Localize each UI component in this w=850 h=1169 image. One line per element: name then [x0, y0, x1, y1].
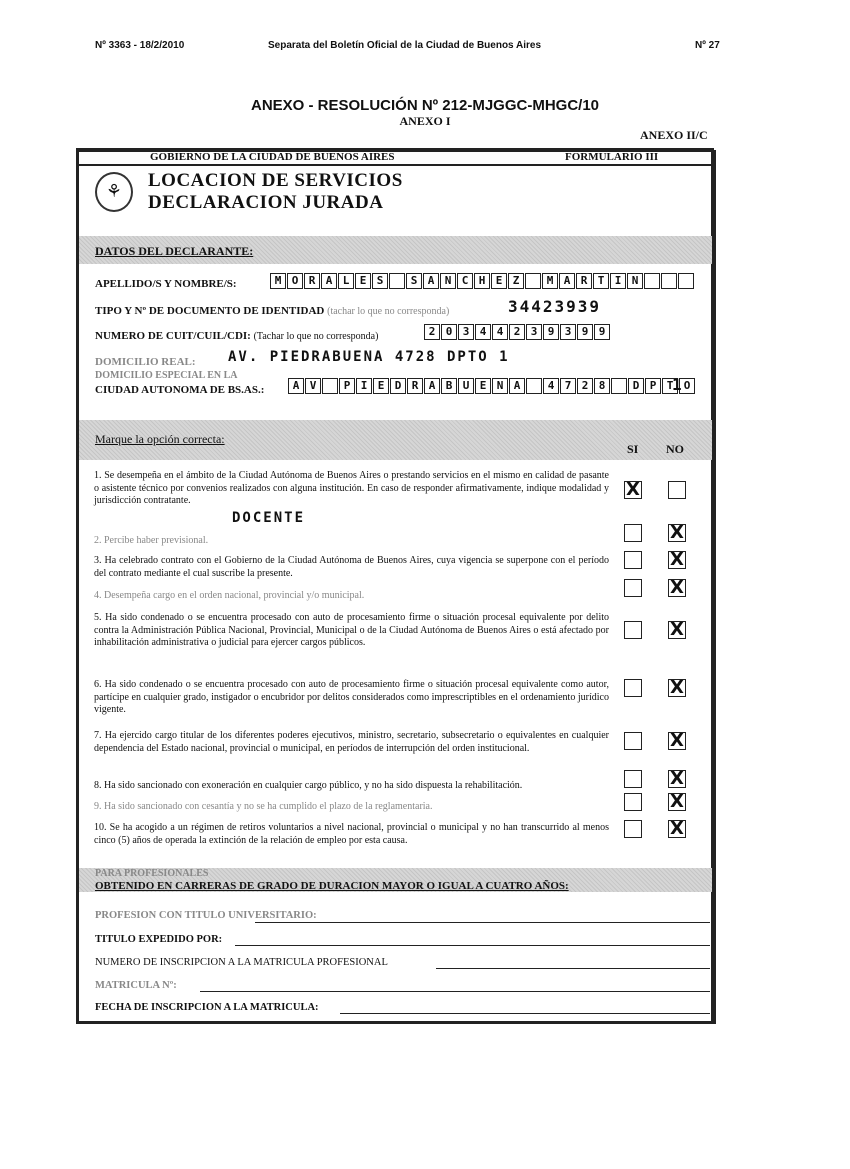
- q3-yes-checkbox[interactable]: [624, 551, 642, 569]
- issue-number: Nº 3363 - 18/2/2010: [95, 40, 185, 51]
- registration-number-input[interactable]: [436, 968, 710, 969]
- legal-address-label-2: CIUDAD AUTONOMA DE BS.AS.:: [95, 384, 265, 396]
- city-seal-icon: ⚘: [95, 172, 133, 212]
- name-char-box: [389, 273, 405, 289]
- legal-address-char-box: B: [441, 378, 457, 394]
- name-char-box: [525, 273, 541, 289]
- q3-no-checkbox[interactable]: X: [668, 551, 686, 569]
- cuit-char-box: 9: [543, 324, 559, 340]
- name-char-box: O: [287, 273, 303, 289]
- annex-resolution-title: ANEXO - RESOLUCIÓN Nº 212-MJGGC-MHGC/10: [250, 97, 600, 114]
- cuit-char-box: 2: [509, 324, 525, 340]
- publication-title: Separata del Boletín Oficial de la Ciudad de Buenos Aires: [268, 40, 542, 51]
- question-5: 5. Ha sido condenado o se encuentra procesado con auto de procesamiento firme o situación procesal equivalente por delito contra la Administración Pública Nacional, Provincial, Municipal o de la Ciudad Autónoma de Buenos Aires o está afectado por inhabilitación administrativa o judicial para ejercer cargos públicos.: [94, 612, 609, 648]
- q1-yes-checkbox[interactable]: X: [624, 481, 642, 499]
- name-char-box: E: [491, 273, 507, 289]
- document-number[interactable]: 34423939: [508, 297, 602, 316]
- q4-yes-checkbox[interactable]: [624, 579, 642, 597]
- form-title-line2: DECLARACION JURADA: [148, 192, 384, 213]
- cuit-char-box: 9: [594, 324, 610, 340]
- legal-address-char-box: A: [509, 378, 525, 394]
- name-char-box: H: [474, 273, 490, 289]
- q6-yes-checkbox[interactable]: [624, 679, 642, 697]
- form-id: FORMULARIO III: [565, 151, 659, 163]
- q5-no-checkbox[interactable]: X: [668, 621, 686, 639]
- legal-address-char-box: A: [424, 378, 440, 394]
- legal-address-char-box: R: [407, 378, 423, 394]
- cuit-char-box: 2: [424, 324, 440, 340]
- legal-address-char-box: [526, 378, 542, 394]
- page-number: Nº 27: [695, 40, 720, 51]
- cuit-char-box: 0: [441, 324, 457, 340]
- legal-address-char-box: V: [305, 378, 321, 394]
- license-number-label: MATRICULA Nº:: [95, 980, 177, 991]
- legal-address-char-box: T: [662, 378, 678, 394]
- no-column-label: NO: [666, 442, 684, 456]
- declarant-section-title: DATOS DEL DECLARANTE:: [95, 244, 254, 258]
- cuit-boxes[interactable]: [424, 324, 611, 340]
- registration-date-label: FECHA DE INSCRIPCION A LA MATRICULA:: [95, 1002, 319, 1013]
- cuit-label-text: NUMERO DE CUIT/CUIL/CDI:: [95, 330, 251, 342]
- q5-yes-checkbox[interactable]: [624, 621, 642, 639]
- q7-no-checkbox[interactable]: X: [668, 732, 686, 750]
- question-7: 7. Ha ejercido cargo titular de los diferentes poderes ejecutivos, ministro, secretario, subsecretario o equivalentes en cualquier dependencia del Estado nacional, provincial o municipal, en períodos de interrupción del orden institucional.: [94, 730, 609, 754]
- legal-address-char-box: E: [373, 378, 389, 394]
- q1-no-checkbox[interactable]: [668, 481, 686, 499]
- q4-no-checkbox[interactable]: X: [668, 579, 686, 597]
- name-char-box: N: [627, 273, 643, 289]
- form-title-line1: LOCACION DE SERVICIOS: [148, 170, 403, 191]
- legal-address-char-box: D: [628, 378, 644, 394]
- name-boxes[interactable]: [270, 273, 695, 289]
- title-issued-by-input[interactable]: [235, 945, 710, 946]
- q8-no-checkbox[interactable]: X: [668, 770, 686, 788]
- legal-address-char-box: O: [679, 378, 695, 394]
- legal-address-char-box: D: [390, 378, 406, 394]
- name-char-box: S: [372, 273, 388, 289]
- cuit-char-box: 3: [526, 324, 542, 340]
- title-issued-by-label: TITULO EXPEDIDO POR:: [95, 934, 223, 945]
- professionals-line2: OBTENIDO EN CARRERAS DE GRADO DE DURACION MAYOR O IGUAL A CUATRO AÑOS:: [95, 880, 569, 892]
- registration-number-label: NUMERO DE INSCRIPCION A LA MATRICULA PROFESIONAL: [95, 957, 388, 968]
- cuit-char-box: 3: [458, 324, 474, 340]
- name-char-box: A: [423, 273, 439, 289]
- annex-i-title: ANEXO I: [399, 114, 451, 128]
- legal-address-char-box: N: [492, 378, 508, 394]
- legal-address-label-1: DOMICILIO ESPECIAL EN LA: [95, 370, 238, 381]
- question-6: 6. Ha sido condenado o se encuentra procesado con auto de procesamiento firme o situación procesal equivalente como autor, partícipe en cualquier grado, instigador o encubridor por delitos considerados como imprescriptibles en el ordenamiento jurídico vigente.: [94, 679, 609, 715]
- cuit-hint: (Tachar lo que no corresponda): [253, 331, 379, 342]
- cuit-char-box: 4: [475, 324, 491, 340]
- legal-address-char-box: 4: [543, 378, 559, 394]
- document-label-text: TIPO Y Nº DE DOCUMENTO DE IDENTIDAD: [95, 305, 325, 317]
- legal-address-suffix: 1: [672, 375, 684, 394]
- license-number-input[interactable]: [200, 991, 710, 992]
- address-label: DOMICILIO REAL:: [95, 356, 196, 368]
- q10-no-checkbox[interactable]: X: [668, 820, 686, 838]
- divider: [78, 164, 712, 166]
- question-8: 8. Ha sido sancionado con exoneración en cualquier cargo público, y no ha sido dispuesta la rehabilitación.: [94, 780, 523, 791]
- name-char-box: C: [457, 273, 473, 289]
- name-char-box: [678, 273, 694, 289]
- name-char-box: T: [593, 273, 609, 289]
- form-right-border: [712, 150, 716, 1024]
- legal-address-char-box: 7: [560, 378, 576, 394]
- legal-address-char-box: 8: [594, 378, 610, 394]
- cuit-char-box: 4: [492, 324, 508, 340]
- q9-no-checkbox[interactable]: X: [668, 793, 686, 811]
- registration-date-input[interactable]: [340, 1013, 710, 1014]
- question-3: 3. Ha celebrado contrato con el Gobierno de la Ciudad Autónoma de Buenos Aires, cuya vigencia se superpone con el período del contrato mediante el cual suscribe la presente.: [94, 555, 609, 579]
- government-name: GOBIERNO DE LA CIUDAD DE BUENOS AIRES: [150, 151, 395, 163]
- address-handwritten[interactable]: AV. PIEDRABUENA 4728 DPTO 1: [228, 349, 510, 365]
- q7-yes-checkbox[interactable]: [624, 732, 642, 750]
- name-char-box: I: [610, 273, 626, 289]
- legal-address-char-box: E: [475, 378, 491, 394]
- profession-label: PROFESION CON TITULO UNIVERSITARIO:: [95, 910, 317, 921]
- cuit-label: [95, 330, 378, 342]
- q8-yes-checkbox[interactable]: [624, 770, 642, 788]
- question-10: 10. Se ha acogido a un régimen de retiros voluntarios a nivel nacional, provincial o municipal y no han transcurrido al menos cinco (5) años de operada la extinción de la relación de empleo por esta causa.: [94, 822, 609, 846]
- q2-no-checkbox[interactable]: X: [668, 524, 686, 542]
- question-4: 4. Desempeña cargo en el orden nacional, provincial y/o municipal.: [94, 590, 365, 601]
- name-char-box: E: [355, 273, 371, 289]
- legal-address-boxes[interactable]: [288, 378, 696, 394]
- q6-no-checkbox[interactable]: X: [668, 679, 686, 697]
- modality-handwritten: DOCENTE: [232, 510, 306, 526]
- name-char-box: A: [559, 273, 575, 289]
- name-char-box: S: [406, 273, 422, 289]
- professionals-line1: PARA PROFESIONALES: [95, 868, 209, 879]
- name-char-box: M: [270, 273, 286, 289]
- name-char-box: [661, 273, 677, 289]
- name-char-box: [644, 273, 660, 289]
- legal-address-char-box: [611, 378, 627, 394]
- q9-yes-checkbox[interactable]: [624, 793, 642, 811]
- legal-address-char-box: [322, 378, 338, 394]
- name-char-box: A: [321, 273, 337, 289]
- q10-yes-checkbox[interactable]: [624, 820, 642, 838]
- legal-address-char-box: 2: [577, 378, 593, 394]
- name-char-box: R: [576, 273, 592, 289]
- document-hint: (tachar lo que no corresponda): [327, 306, 450, 317]
- legal-address-char-box: A: [288, 378, 304, 394]
- annex-iic-title: ANEXO II/C: [640, 128, 708, 142]
- name-char-box: Z: [508, 273, 524, 289]
- name-char-box: N: [440, 273, 456, 289]
- q2-yes-checkbox[interactable]: [624, 524, 642, 542]
- yes-column-label: SI: [627, 442, 639, 456]
- legal-address-char-box: P: [339, 378, 355, 394]
- question-9: 9. Ha sido sancionado con cesantía y no se ha cumplido el plazo de la reglamentaria.: [94, 801, 433, 812]
- name-char-box: L: [338, 273, 354, 289]
- cuit-char-box: 9: [577, 324, 593, 340]
- legal-address-char-box: P: [645, 378, 661, 394]
- legal-address-char-box: I: [356, 378, 372, 394]
- legal-address-char-box: U: [458, 378, 474, 394]
- document-label: [95, 305, 449, 317]
- options-section-title: Marque la opción correcta:: [95, 432, 225, 446]
- profession-input[interactable]: [255, 922, 710, 923]
- name-char-box: M: [542, 273, 558, 289]
- question-1: 1. Se desempeña en el ámbito de la Ciudad Autónoma de Buenos Aires o prestando servicios en el mismo en calidad de pasante o asistente técnico por convenios realizados con alguna institución. En caso de responder afirmativamente, indique modalidad y jurisdicción contratante.: [94, 470, 609, 506]
- name-label: APELLIDO/S Y NOMBRE/S:: [95, 278, 237, 290]
- question-2: 2. Percibe haber previsional.: [94, 535, 209, 546]
- cuit-char-box: 3: [560, 324, 576, 340]
- name-char-box: R: [304, 273, 320, 289]
